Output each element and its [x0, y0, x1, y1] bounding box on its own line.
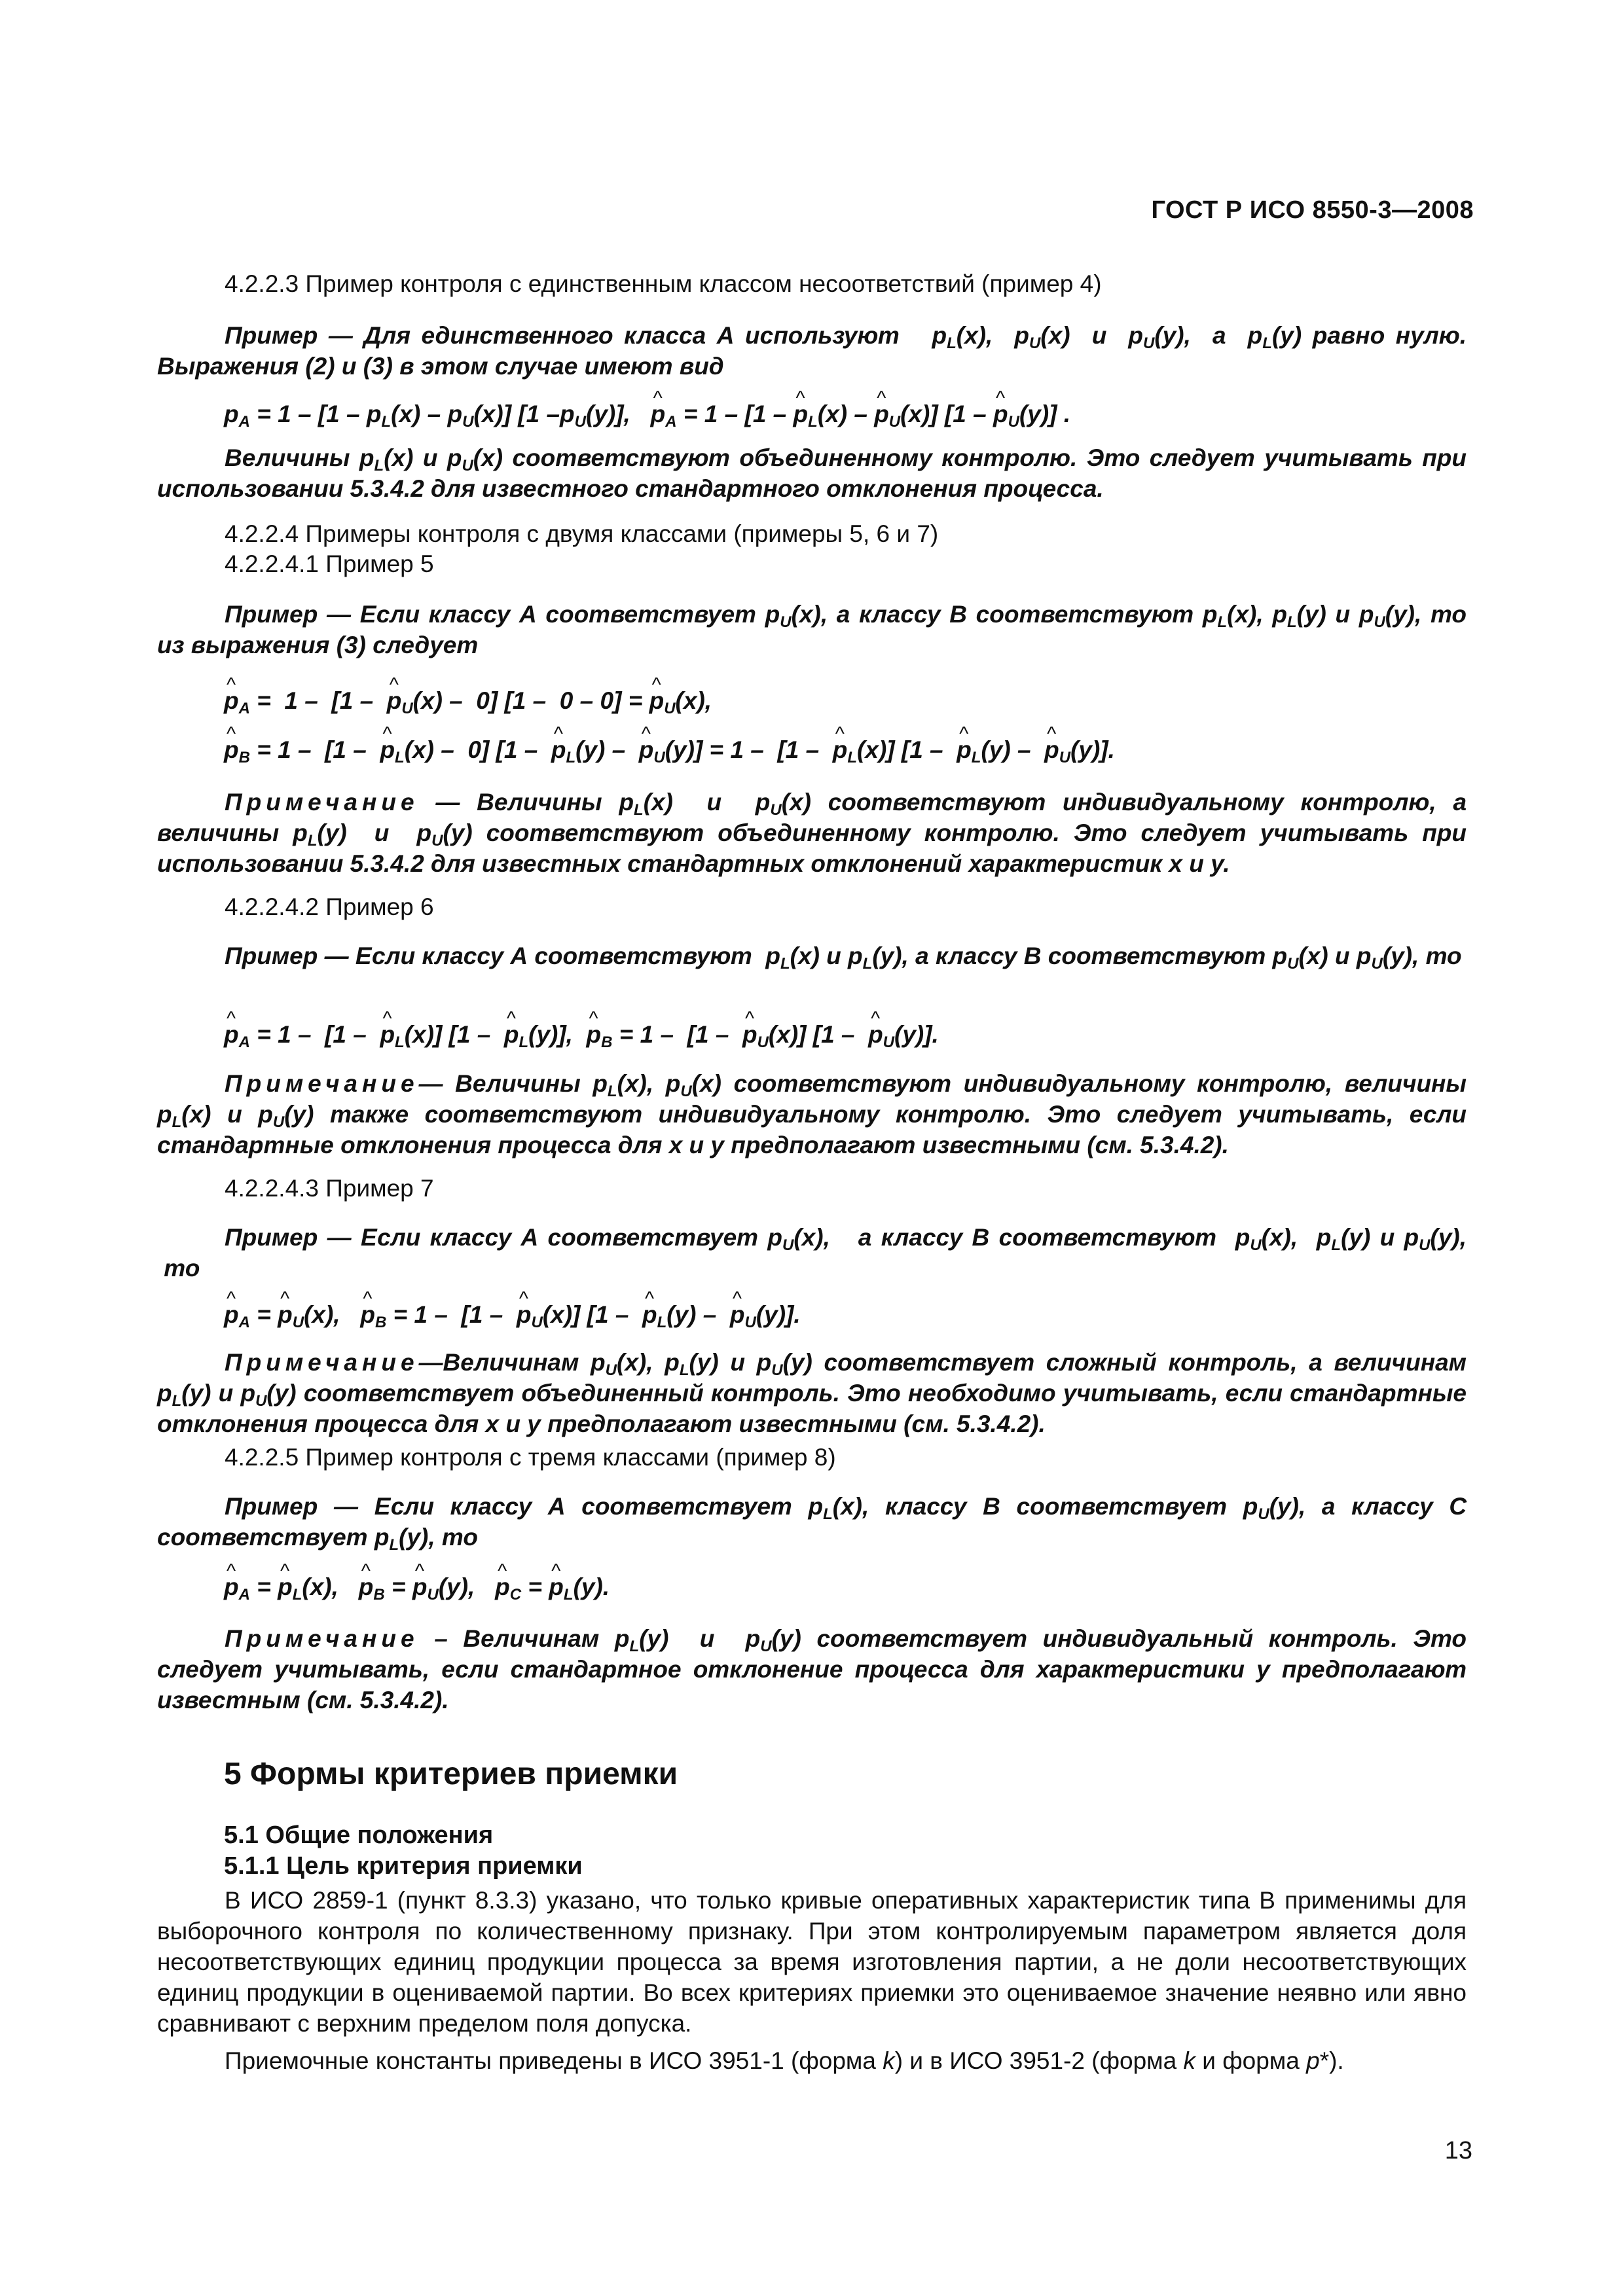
- note-example-8: Примечание – Величинам $p_L(y)$ и $p_U(y)$ соответствует индивидуальный контроль. Это следует учитывать, если стандартное отклонение процесса для характеристики y предполагают известным (см. 5.3.4.2).: [157, 1625, 1467, 1713]
- note-example-7: Примечание—Величинам $p_U(x)$, $p_L(y)$ и $p_U(y)$ соответствует сложный контроль, а величинам $p_L(y)$ и $p_U(y)$ соответствует объединенный контроль. Это необходимо учитывать, если стандартные отклонения процесса для x и y предполагают известными (см. 5.3.4.2).: [157, 1349, 1467, 1437]
- example-6-text: Пример — Если классу А соответствуют $p_L(x)$ и $p_L(y)$, а классу В соответствуют $p_U(x)$ и $p_U(y)$, то: [225, 942, 1462, 973]
- formula-example-5-b: ^ $p_B = 1 - [1$ – ^ $p_L(x) - 0$] [1 – ^ $p_L(y)$ – ^ $p_U(y)] = 1 - [1$ – ^ $p_L(x)$] [1 – ^ $p_L(y)$ – ^ $p_U(y)$].: [224, 736, 1115, 764]
- formula-example-5-a: ^ $p_A = 1 - [1$ – ^ $p_U(x) - 0$] [1 – 0 – 0] = ^ $p_U(x)$,: [224, 687, 712, 715]
- note-example-5: Примечание — Величины $p_L(x)$ и $p_U(x)$ соответствуют индивидуальному контролю, а величины $p_L(y)$ и $p_U(y)$ соответствуют объединенному контролю. Это следует учитывать при использовании 5.3.4.2 для известных стандартных отклонений характеристик x и y.: [157, 789, 1467, 877]
- section-5-title: 5 Формы критериев приемки: [224, 1757, 678, 1791]
- section-5-1-1-heading: 5.1.1 Цель критерия приемки: [224, 1852, 583, 1880]
- section-5-1-heading: 5.1 Общие положения: [224, 1821, 494, 1849]
- formula-example-8: ^ $p_A$ = ^ $p_L(x)$, ^ $p_B$ = ^ $p_U(y)$, ^ $p_C$ = ^ $p_L(y)$.: [224, 1573, 610, 1601]
- section-4-2-2-5-heading: 4.2.2.5 Пример контроля с тремя классами (пример 8): [225, 1444, 836, 1471]
- example-8-text: Пример — Если классу А соответствует $p_L(x)$, классу В соответствует $p_U(y)$, а классу С соответствует $p_L(y)$, то: [157, 1493, 1467, 1554]
- section-5-1-1-paragraph-2: Приемочные константы приведены в ИСО 3951-1 (форма k) и в ИСО 3951-2 (форма k и форма p*).: [225, 2047, 1344, 2074]
- example-5-text: Пример — Если классу А соответствует $p_U(x)$, а классу В соответствуют $p_L(x)$, $p_L(y)$ и $p_U(y)$, то из выражения (3) следует: [157, 601, 1467, 658]
- formula-example-7: ^ $p_A$ = ^ $p_U(x)$, ^ $p_B = 1 - [1$ – ^ $p_U(x)$] [1 – ^ $p_L(y)$ – ^ $p_U(y)$].: [224, 1301, 801, 1329]
- note-example-6: Примечание— Величины $p_L(x)$, $p_U(x)$ соответствуют индивидуальному контролю, величины $p_L(x)$ и $p_U(y)$ также соответствуют индивидуальному контролю. Это следует учитывать, если стандартные отклонения процесса для x и y предполагают известными (см. 5.3.4.2).: [157, 1070, 1467, 1158]
- document-header: ГОСТ Р ИСО 8550-3—2008: [1151, 196, 1474, 224]
- page-number: 13: [1444, 2137, 1472, 2164]
- formula-example-4: $p_A = 1 - [1 - p_L(x) - p_U(x)]$ [1 $-p_U(y)$], ^ $p_A = 1 - [1$ – ^ $p_L(x)$ – ^ $p_U(x)$] [1 – ^ $p_U(y)$] .: [224, 401, 1070, 428]
- example-4-text: Пример — Для единственного класса А используют $p_L(x)$, $p_U(x)$ и $p_U(y)$, а $p_L(y)$ равно нулю. Выражения (2) и (3) в этом случае имеют вид: [157, 322, 1467, 380]
- section-4-2-2-4-3-heading: 4.2.2.4.3 Пример 7: [225, 1175, 434, 1202]
- section-4-2-2-3-heading: 4.2.2.3 Пример контроля с единственным классом несоответствий (пример 4): [225, 270, 1102, 297]
- section-5-1-1-paragraph: В ИСО 2859-1 (пункт 8.3.3) указано, что только кривые оперативных характеристик типа В применимы для выборочного контроля по количественному признаку. При этом контролируемым параметром является доля несоответствующих единиц продукции процесса за время изготовления партии, а не доли несоответствующих единиц продукции в оцениваемой партии. Во всех критериях приемки это оцениваемое значение неявно или явно сравнивают с верхним пределом поля допуска.: [157, 1887, 1467, 2037]
- note-example-4: Величины $p_L(x)$ и $p_U(x)$ соответствуют объединенному контролю. Это следует учитывать при использовании 5.3.4.2 для известного стандартного отклонения процесса.: [157, 444, 1467, 502]
- formula-example-6: ^ $p_A = 1 - [1$ – ^ $p_L(x)$] [1 – ^ $p_L(y)$], ^ $p_B = 1 - [1$ – ^ $p_U(x)$] [1 – ^ $p_U(y)$].: [224, 1021, 939, 1049]
- section-4-2-2-4-heading: 4.2.2.4 Примеры контроля с двумя классами (примеры 5, 6 и 7): [225, 520, 939, 547]
- section-4-2-2-4-1-heading: 4.2.2.4.1 Пример 5: [225, 550, 434, 577]
- section-4-2-2-4-2-heading: 4.2.2.4.2 Пример 6: [225, 893, 434, 920]
- example-7-text: Пример — Если классу А соответствует $p_U(x)$, а классу В соответствуют $p_U(x)$, $p_L(y)$ и $p_U(y)$, то: [157, 1224, 1467, 1282]
